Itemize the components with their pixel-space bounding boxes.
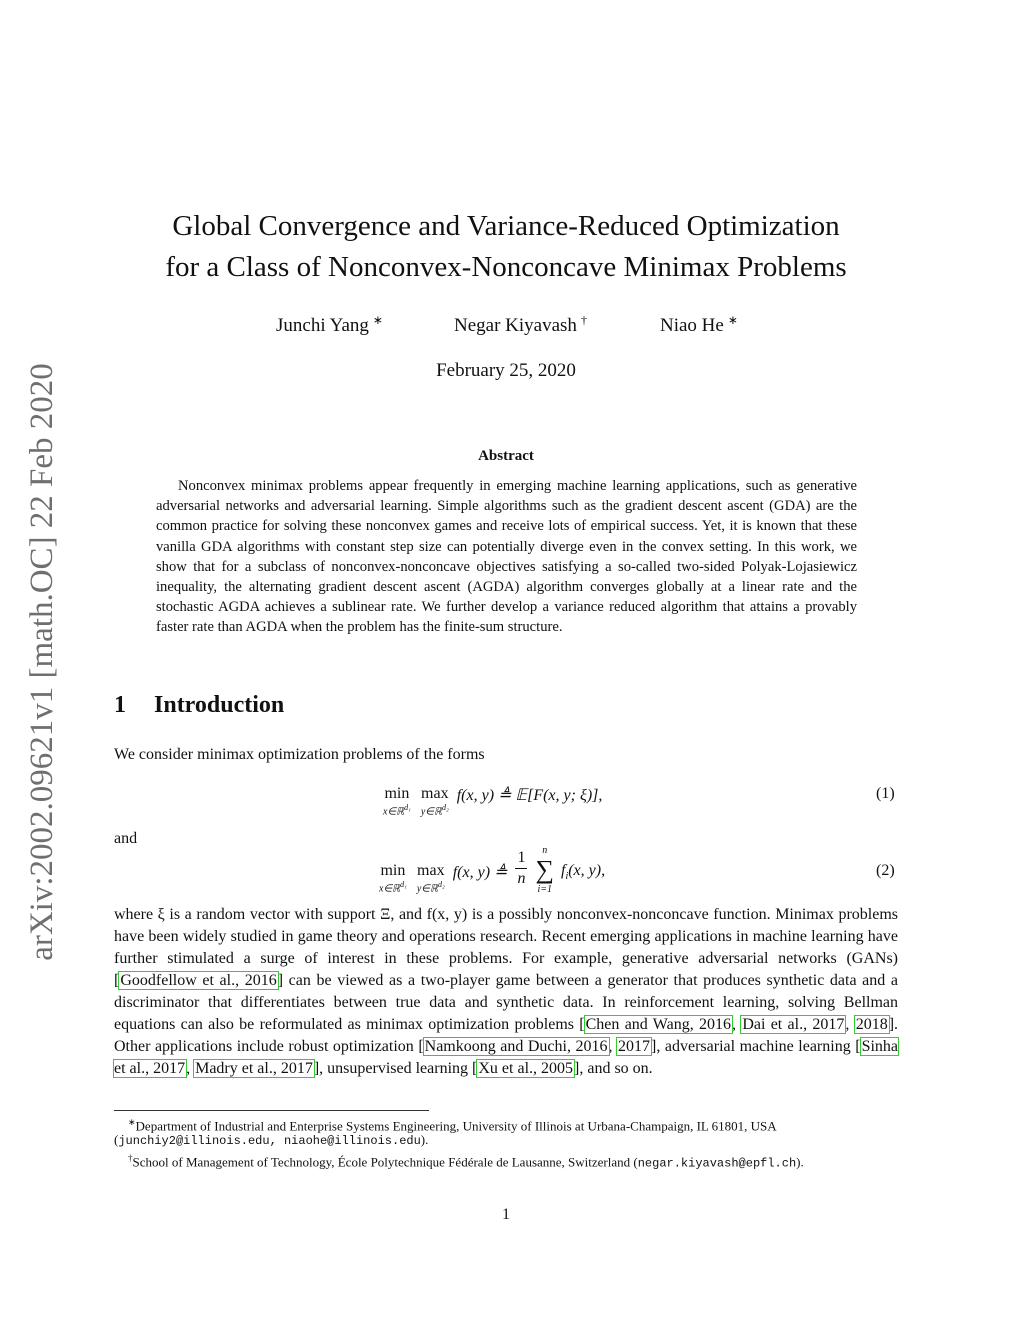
citation-goodfellow-2016[interactable]: Goodfellow et al., 2016 [120, 972, 277, 989]
footnote-1: ∗Department of Industrial and Enterprise Systems Engineering, University of Illinois at Urbana-Champaign, IL 61801, USA [128, 1117, 777, 1134]
page-number: 1 [502, 1206, 510, 1223]
author-2: Negar Kiyavash † [454, 313, 587, 336]
equation-2 [379, 845, 605, 901]
eq1-rhs: f(x, y) ≜ 𝔼[F(x, y; ξ)], [456, 787, 603, 804]
footnote-rule [114, 1110, 429, 1111]
citation-namkoong-duchi-2016[interactable]: Namkoong and Duchi, 2016 [424, 1038, 608, 1055]
eq1-max-operator: max y∈ℝ$^{d_2}$ [420, 785, 449, 818]
citation-sinha-2017[interactable]: Sinha et al., 2017 [114, 1038, 899, 1077]
intro-paragraph: where ξ is a random vector with support Ξ, and f(x, y) is a possibly nonconvex-nonconcave function. Minimax problems have been widely studied in game theory and operations research. Recent emerging applications in machine learning have further stimulated a surge of interest in these problems. For example, generative adversarial networks (GANs) [Goodfellow et al., 2016] can be viewed as a two-player game between a generator that produces synthetic data and a discriminator that differentiates between true data and synthetic data. In reinforcement learning, solving Bellman equations can also be reformulated as minimax optimization problems [Chen and Wang, 2016, Dai et al., 2017, 2018]. Other applications include robust optimization [Namkoong and Duchi, 2016, 2017], adversarial machine learning [Sinha et al., 2017, Madry et al., 2017], unsupervised learning [Xu et al., 2005], and so on. [114, 906, 899, 1077]
citation-madry-2017[interactable]: Madry et al., 2017 [195, 1060, 313, 1077]
eq1-min-operator: min x∈ℝ$^{d_1}$ [383, 785, 411, 818]
eq2-min-operator: min x∈ℝ$^{d_1}$ [379, 862, 407, 895]
citation-dai-2017[interactable]: Dai et al., 2017 [742, 1016, 845, 1033]
eq2-fraction: $\frac{1}{n}$ [517, 849, 526, 887]
eq2-max-operator: max y∈ℝ$^{d_2}$ [416, 862, 445, 895]
citation-dai-2018[interactable]: 2018 [855, 1016, 888, 1033]
author-1-affiliation-mark: ∗ [372, 313, 383, 327]
footnote-1-emails: (junchiy2@illinois.edu, niaohe@illinois.edu). [114, 1132, 429, 1148]
paper-title-line-1: Global Convergence and Variance-Reduced Optimization [172, 210, 840, 242]
author-3-affiliation-mark: ∗ [727, 313, 738, 327]
eq2-sum-operator: n ∑ i=1 [535, 845, 554, 895]
section-title: Introduction [154, 692, 285, 718]
paper-title-line-2: for a Class of Nonconvex-Nonconcave Minimax Problems [165, 251, 847, 283]
abstract-text: Nonconvex minimax problems appear frequently in emerging machine learning applications, such as generative adversarial networks and adversarial learning. Simple algorithms such as the gradient descent ascent (GDA) are the common practice for solving these nonconvex games and receive lots of empirical success. Yet, it is known that these vanilla GDA algorithms with constant step size can potentially diverge even in the convex setting. In this work, we show that for a subclass of nonconvex-nonconcave objectives satisfying a so-called two-sided Polyak-Lojasiewicz inequality, the alternating gradient descent ascent (AGDA) algorithm converges globally at a linear rate and the stochastic AGDA achieves a sublinear rate. We further develop a variance reduced algorithm that attains a provably faster rate than AGDA when the problem has the finite-sum structure. [156, 478, 857, 636]
eq2-lhs: f(x, y) ≜ [452, 864, 508, 881]
section-heading [114, 692, 284, 719]
equation-1 [383, 785, 602, 817]
footnote-2-email[interactable]: negar.kiyavash@epfl.ch [637, 1156, 797, 1171]
paper-date: February 25, 2020 [436, 360, 576, 381]
citation-xu-2005[interactable]: Xu et al., 2005 [478, 1060, 574, 1077]
citation-chen-wang-2016[interactable]: Chen and Wang, 2016 [585, 1016, 732, 1033]
equation-2-number: (2) [876, 862, 895, 879]
section-number: 1 [114, 692, 126, 718]
abstract-heading: Abstract [478, 448, 534, 464]
equation-1-number: (1) [876, 785, 895, 802]
footnote-2: †School of Management of Technology, École Polytechnique Fédérale de Lausanne, Switzerland (negar.kiyavash@epfl.ch). [128, 1153, 804, 1171]
author-3: Niao He ∗ [660, 313, 738, 336]
arxiv-stamp: arXiv:2002.09621v1 [math.OC] 22 Feb 2020 [24, 363, 60, 961]
author-1: Junchi Yang ∗ [276, 313, 383, 336]
eq2-summand: $f_i(x$, y), [560, 862, 606, 883]
intro-sentence: We consider minimax optimization problems of the forms [114, 746, 485, 763]
footnote-1-email-list[interactable]: junchiy2@illinois.edu, niaohe@illinois.edu [118, 1134, 421, 1148]
author-2-affiliation-mark: † [580, 313, 587, 327]
and-word: and [114, 830, 138, 847]
citation-namkoong-duchi-2017[interactable]: 2017 [618, 1038, 651, 1055]
author-list [112, 313, 900, 341]
